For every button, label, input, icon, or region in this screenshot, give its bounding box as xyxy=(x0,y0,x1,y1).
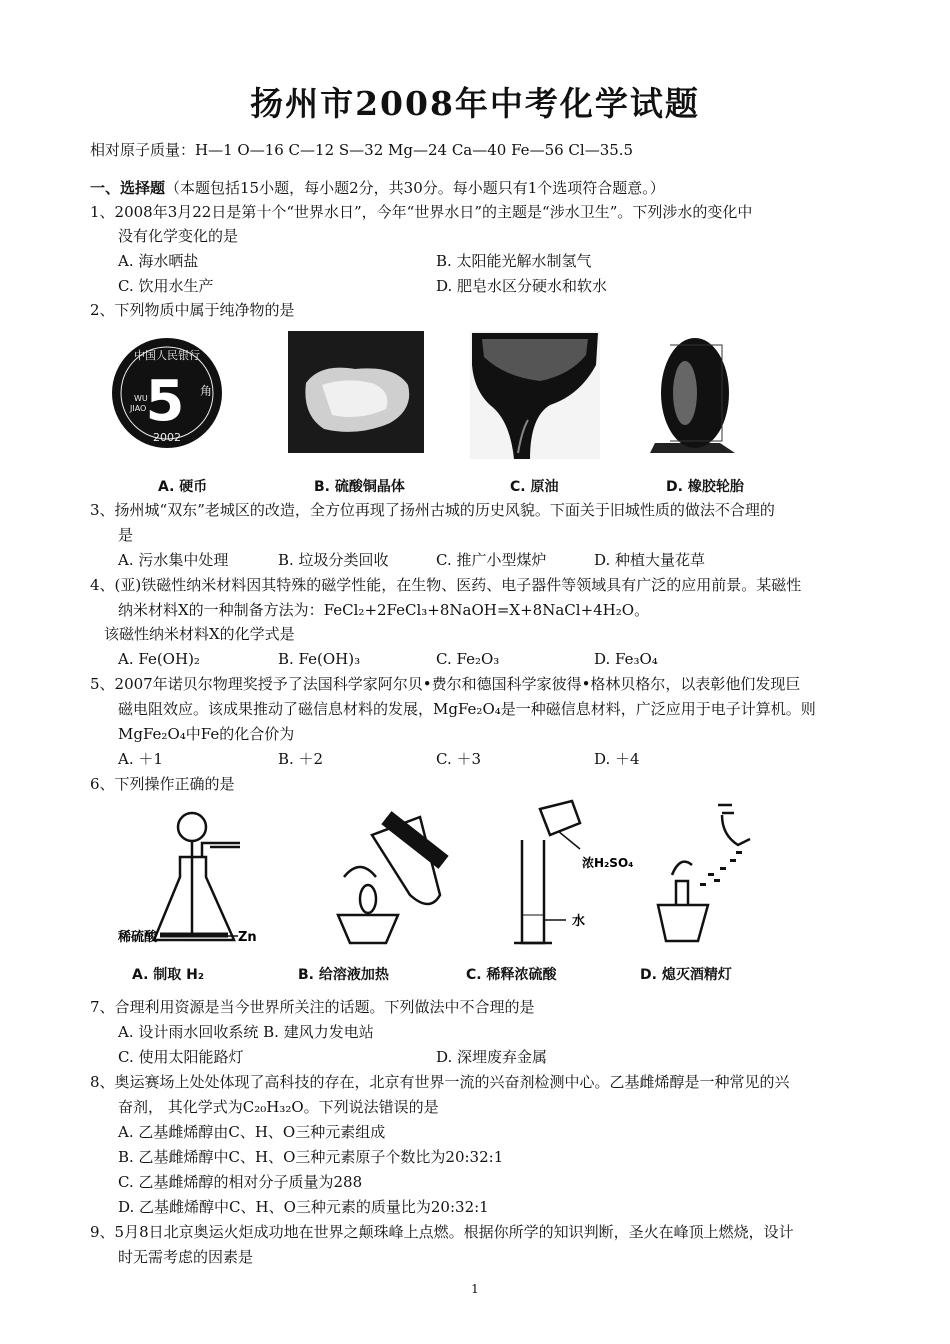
q6-caption-c: C. 稀释浓硫酸 xyxy=(466,967,557,983)
q1-option-d: D. 肥皂水区分硬水和软水 xyxy=(436,277,608,295)
q4-line2 xyxy=(118,598,649,622)
q3-option-c: C. 推广小型煤炉 xyxy=(436,551,547,569)
q2-caption-d: D. 橡胶轮胎 xyxy=(666,479,744,495)
q5-line1: 5、2007年诺贝尔物理奖授予了法国科学家阿尔贝•费尔和德国科学家彼得•格林贝格尔，以表彰他们发现巨 xyxy=(90,675,801,693)
atomic-masses: 相对原子质量：H—1 O—16 C—12 S—32 Mg—24 Ca—40 Fe—56 Cl—35.5 xyxy=(90,141,634,159)
q8-option-d: D. 乙基雌烯醇中C、H、O三种元素的质量比为20:32:1 xyxy=(118,1198,489,1216)
coin-unit: 角 xyxy=(200,384,213,398)
q2-figure xyxy=(110,325,840,500)
q6-figure xyxy=(110,795,800,955)
q3-line1: 3、扬州城“双东”老城区的改造，全方位再现了扬州古城的历史风貌。下面关于旧城性质的做法不合理的 xyxy=(90,501,775,519)
q7-stem: 7、合理利用资源是当今世界所关注的话题。下列做法中不合理的是 xyxy=(90,998,535,1016)
q8-option-c: C. 乙基雌烯醇的相对分子质量为288 xyxy=(118,1173,363,1191)
q4-option-a: A. Fe(OH)₂ xyxy=(118,650,200,668)
page-number: 1 xyxy=(471,1282,479,1296)
q8-option-a: A. 乙基雌烯醇由C、H、O三种元素组成 xyxy=(118,1123,386,1141)
q1-line2: 没有化学变化的是 xyxy=(118,227,239,245)
q4-option-d: D. Fe₃O₄ xyxy=(594,650,658,668)
crystal-image xyxy=(288,331,424,453)
coin-image xyxy=(112,338,222,448)
q6-caption-b: B. 给溶液加热 xyxy=(298,967,389,983)
q2-caption-c: C. 原油 xyxy=(510,479,559,495)
coin-number: 5 xyxy=(145,369,185,434)
apparatus-heating xyxy=(338,813,447,943)
q3-line2: 是 xyxy=(118,526,134,544)
q6-caption-a: A. 制取 H₂ xyxy=(132,967,205,983)
q1-line1: 1、2008年3月22日是第十个“世界水日”，今年“世界水日”的主题是“涉水卫生”。下列涉水的变化中 xyxy=(90,203,753,221)
q6-stem: 6、下列操作正确的是 xyxy=(90,775,235,793)
crude-oil-image xyxy=(470,331,600,459)
q7-option-d: D. 深埋废弃金属 xyxy=(436,1048,548,1066)
q3-option-b: B. 垃圾分类回收 xyxy=(278,551,389,569)
coin-year: 2002 xyxy=(153,431,181,444)
q4-option-b: B. Fe(OH)₃ xyxy=(278,650,361,668)
q5-option-d: D. ＋4 xyxy=(594,750,640,768)
q3-option-a: A. 污水集中处理 xyxy=(118,551,229,569)
q4-equation: FeCl₂+2FeCl₃+8NaOH=X+8NaCl+4H₂O。 xyxy=(323,601,650,619)
section-heading xyxy=(90,176,665,200)
label-dilute-acid: 稀硫酸 xyxy=(118,930,158,945)
q7-option-c: C. 使用太阳能路灯 xyxy=(118,1048,244,1066)
q5-line2: 磁电阻效应。该成果推动了磁信息材料的发展，MgFe₂O₄是一种磁信息材料，广泛应用于电子计算机。则 xyxy=(118,700,816,718)
q6-caption-d: D. 熄灭酒精灯 xyxy=(640,967,732,983)
coin-pinyin-1: WU xyxy=(134,394,148,403)
q2-caption-a: A. 硬币 xyxy=(158,479,208,495)
q8-line1: 8、奥运赛场上处处体现了高科技的存在，北京有世界一流的兴奋剂检测中心。乙基雌烯醇是一种常见的兴 xyxy=(90,1073,790,1091)
tire-image xyxy=(650,338,735,453)
q5-option-c: C. ＋3 xyxy=(436,750,482,768)
page-title: 扬州市2008年中考化学试题 xyxy=(250,84,700,123)
q9-line2: 时无需考虑的因素是 xyxy=(118,1248,254,1266)
q3-option-d: D. 种植大量花草 xyxy=(594,551,706,569)
apparatus-flask xyxy=(154,813,240,940)
q8-option-b: B. 乙基雌烯醇中C、H、O三种元素原子个数比为20:32:1 xyxy=(118,1148,504,1166)
q4-line1: 4、(亚)铁磁性纳米材料因其特殊的磁学性能，在生物、医药、电子器件等领域具有广泛的应用前景。某磁性 xyxy=(90,576,802,594)
q2-caption-b: B. 硫酸铜晶体 xyxy=(314,479,405,495)
water-drops xyxy=(700,851,742,886)
q9-line1: 9、5月8日北京奥运火炬成功地在世界之颠珠峰上点燃。根据你所学的知识判断，圣火在峰顶上燃烧，设计 xyxy=(90,1223,794,1241)
label-zn: Zn xyxy=(238,930,257,945)
label-conc-h2so4: 浓H₂SO₄ xyxy=(582,856,634,870)
section-title: 一、选择题 xyxy=(90,179,166,197)
q8-line2: 奋剂， 其化学式为C₂₀H₃₂O。下列说法错误的是 xyxy=(118,1098,439,1116)
q4-line2-text: 纳米材料X的一种制备方法为： xyxy=(118,601,324,619)
q1-option-c: C. 饮用水生产 xyxy=(118,277,214,295)
q1-option-b: B. 太阳能光解水制氢气 xyxy=(436,252,592,270)
coin-top-text: 中国人民银行 xyxy=(134,349,200,362)
q5-option-b: B. ＋2 xyxy=(278,750,324,768)
q5-option-a: A. ＋1 xyxy=(118,750,163,768)
section-note: （本题包括15小题，每小题2分，共30分。每小题只有1个选项符合题意。） xyxy=(165,179,665,197)
apparatus-cylinder xyxy=(514,801,580,943)
q2-stem: 2、下列物质中属于纯净物的是 xyxy=(90,301,295,319)
q1-option-a: A. 海水晒盐 xyxy=(118,252,199,270)
q4-line3: 该磁性纳米材料X的化学式是 xyxy=(104,625,295,643)
q7-option-ab: A. 设计雨水回收系统 B. 建风力发电站 xyxy=(118,1023,374,1041)
apparatus-lamp xyxy=(658,805,750,941)
label-water: 水 xyxy=(572,914,586,929)
coin-pinyin-2: JIAO xyxy=(130,404,147,413)
q4-option-c: C. Fe₂O₃ xyxy=(436,650,500,668)
q5-line3: MgFe₂O₄中Fe的化合价为 xyxy=(118,725,295,743)
